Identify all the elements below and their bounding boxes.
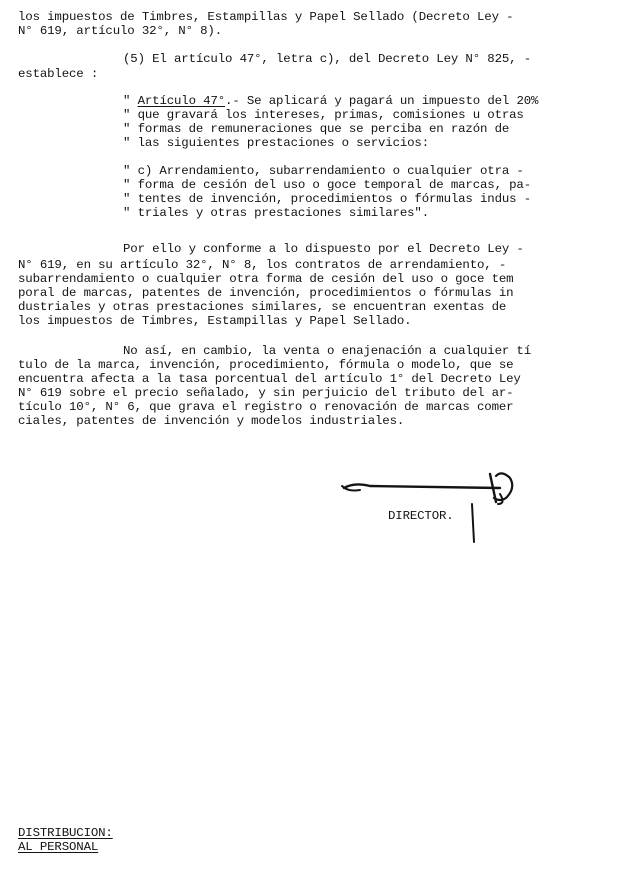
text-line: N° 619 sobre el precio señalado, y sin perjuicio del tributo del ar-	[18, 386, 514, 400]
quote-line: " c) Arrendamiento, subarrendamiento o cualquier otra -	[123, 164, 524, 178]
text-line: los impuestos de Timbres, Estampillas y Papel Sellado (Decreto Ley -	[18, 10, 514, 24]
article-heading: Artículo 47°	[137, 94, 226, 108]
quote-line: " triales y otras prestaciones similares".	[123, 206, 429, 220]
distribution-label: DISTRIBUCION:	[18, 826, 113, 840]
quote-mark: "	[123, 94, 131, 108]
text-line: poral de marcas, patentes de invención, procedimientos o fórmulas in	[18, 286, 514, 300]
signature-title: DIRECTOR.	[388, 509, 454, 523]
text-line: ciales, patentes de invención y modelos industriales.	[18, 414, 405, 428]
text-line: No así, en cambio, la venta o enajenación a cualquier tí	[123, 344, 531, 358]
article-text: .- Se aplicará y pagará un impuesto del 20%	[225, 94, 539, 108]
text-line: subarrendamiento o cualquier otra forma de cesión del uso o goce tem	[18, 272, 514, 286]
text-line: establece :	[18, 67, 99, 81]
text-line: los impuestos de Timbres, Estampillas y Papel Sellado.	[18, 314, 412, 328]
text-line: N° 619, artículo 32°, N° 8).	[18, 24, 222, 38]
quote-line: " forma de cesión del uso o goce temporal de marcas, pa-	[123, 178, 531, 192]
text-line: encuentra afecta a la tasa porcentual del artículo 1° del Decreto Ley	[18, 372, 521, 386]
text-line: tulo de la marca, invención, procedimiento, fórmula o modelo, que se	[18, 358, 514, 372]
quote-line: " formas de remuneraciones que se perciba en razón de	[123, 122, 510, 136]
text-line: dustriales y otras prestaciones similares, se encuentran exentas de	[18, 300, 507, 314]
text-line: Por ello y conforme a lo dispuesto por el Decreto Ley -	[123, 242, 524, 256]
signature-mark	[330, 468, 530, 548]
text-line: (5) El artículo 47°, letra c), del Decreto Ley N° 825, -	[123, 52, 531, 66]
quote-line: " tentes de invención, procedimientos o fórmulas indus -	[123, 192, 531, 206]
quote-line: " que gravará los intereses, primas, comisiones u otras	[123, 108, 524, 122]
text-line: N° 619, en su artículo 32°, N° 8, los contratos de arrendamiento, -	[18, 258, 507, 272]
quote-line: " las siguientes prestaciones o servicios:	[123, 136, 429, 150]
quote-line	[123, 94, 538, 108]
text-line: tículo 10°, N° 6, que grava el registro o renovación de marcas comer	[18, 400, 514, 414]
distribution-recipient: AL PERSONAL	[18, 840, 99, 854]
